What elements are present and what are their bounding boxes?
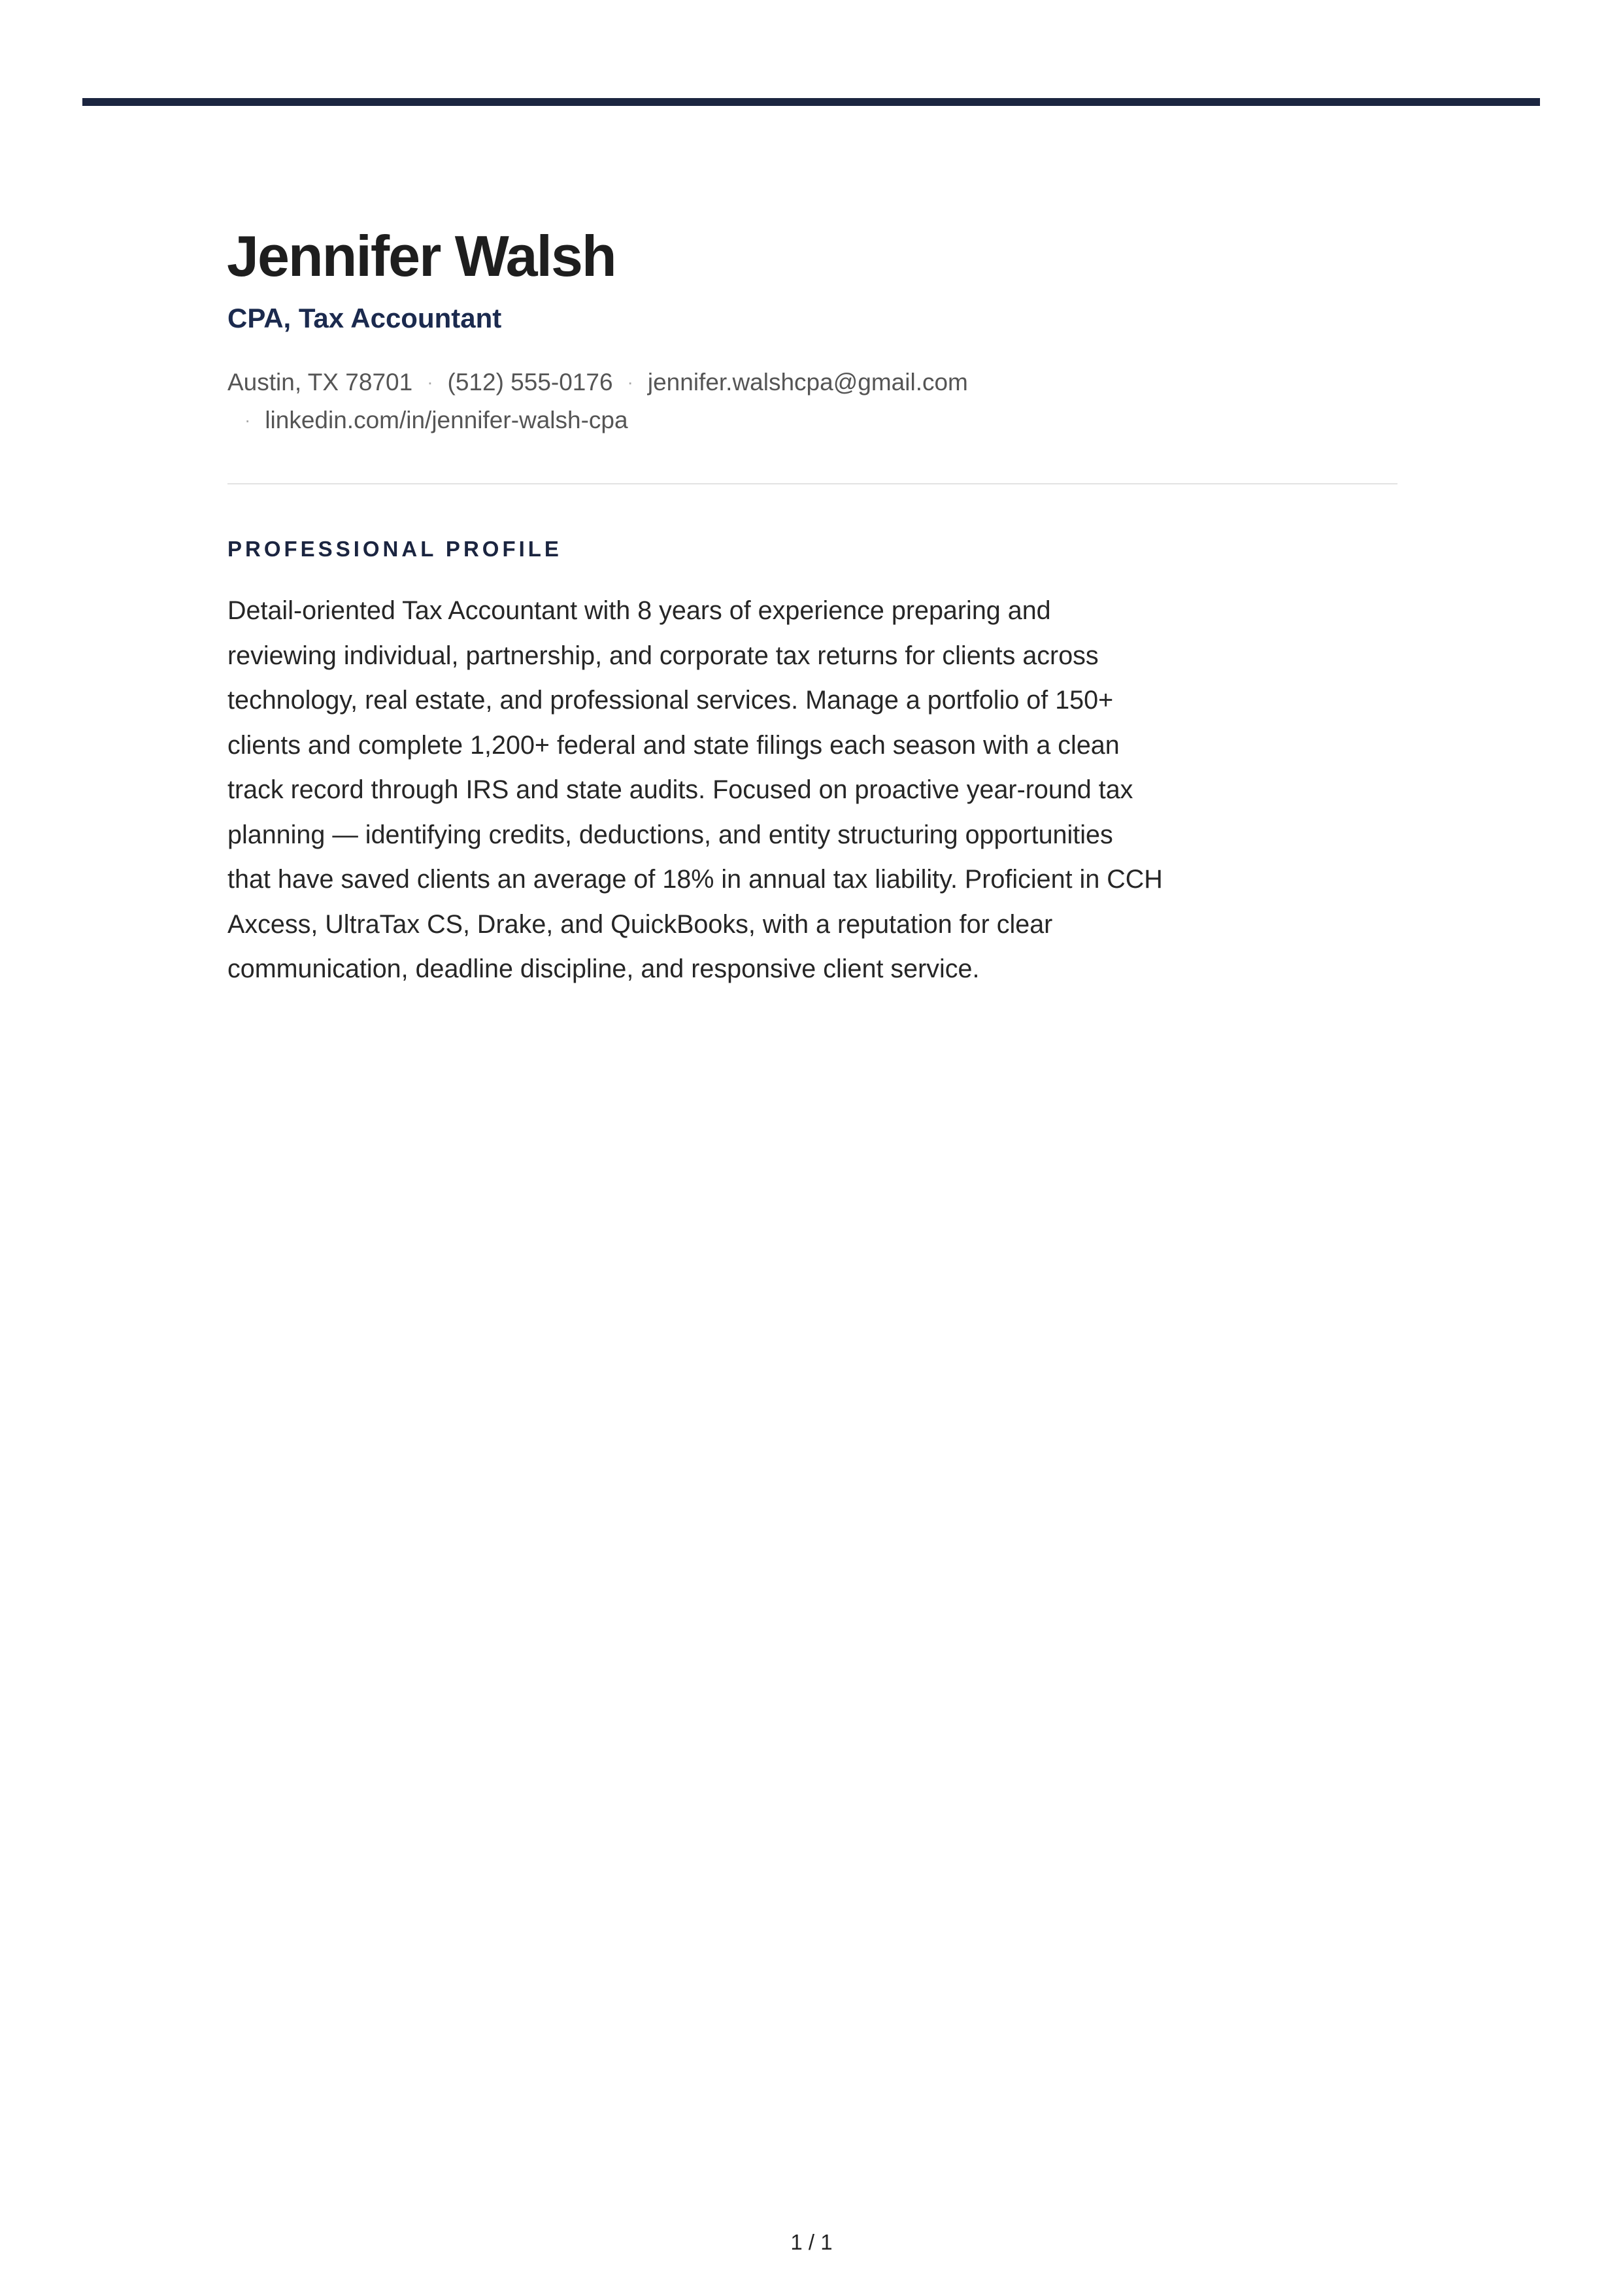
contact-email[interactable]: jennifer.walshcpa@gmail.com (647, 369, 968, 396)
contact-separator: · (244, 410, 251, 430)
profile-line: Axcess, UltraTax CS, Drake, and QuickBooks, with a reputation for clear (227, 909, 1053, 939)
contact-separator: · (627, 372, 633, 392)
contact-line (227, 366, 968, 399)
contact-separator: · (427, 372, 433, 392)
contact-line (227, 404, 628, 437)
profile-line: communication, deadline discipline, and responsive client service. (227, 954, 980, 983)
contact-location: Austin, TX 78701 (227, 369, 413, 396)
candidate-name: Jennifer Walsh (227, 224, 616, 288)
header-divider (227, 483, 1397, 484)
profile-line: reviewing individual, partnership, and corporate tax returns for clients across (227, 641, 1099, 670)
profile-line: planning — identifying credits, deductions, and entity structuring opportunities (227, 820, 1113, 849)
job-title: CPA, Tax Accountant (227, 303, 502, 333)
page-number: 1 / 1 (790, 2230, 833, 2254)
section-heading-profile: PROFESSIONAL PROFILE (227, 537, 562, 561)
profile-line: technology, real estate, and professional services. Manage a portfolio of 150+ (227, 686, 1114, 715)
profile-line: track record through IRS and state audits. Focused on proactive year-round tax (227, 775, 1133, 804)
profile-line: clients and complete 1,200+ federal and state filings each season with a clean (227, 730, 1120, 760)
profile-line: that have saved clients an average of 18% in annual tax liability. Proficient in CCH (227, 865, 1163, 894)
contact-linkedin[interactable]: linkedin.com/in/jennifer-walsh-cpa (265, 407, 628, 433)
profile-summary (227, 588, 1247, 992)
contact-phone: (512) 555-0176 (447, 369, 613, 396)
profile-line: Detail-oriented Tax Accountant with 8 years of experience preparing and (227, 596, 1051, 625)
top-accent-rule (82, 98, 1540, 106)
